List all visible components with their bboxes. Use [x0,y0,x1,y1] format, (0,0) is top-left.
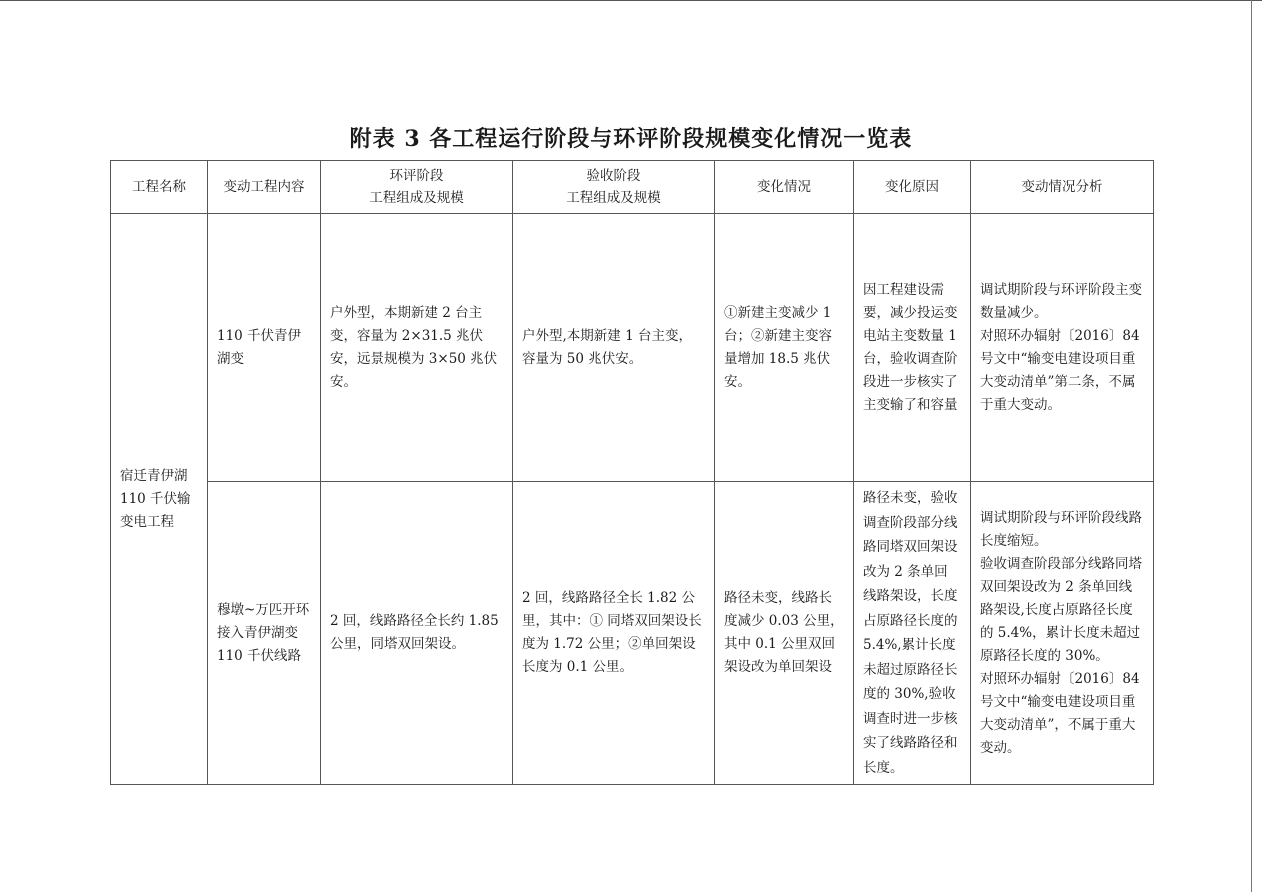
table-row [111,214,1154,482]
row2-eia: 2 回，线路路径全长约 1.85 公里，同塔双回架设。 [321,482,513,785]
header-change-reason: 变化原因 [854,161,971,214]
header-change-analysis: 变动情况分析 [971,161,1154,214]
row1-analysis [971,214,1154,482]
row1-analysis-para2: 对照环办辐射〔2016〕84 号文中“输变电建设项目重大变动清单”第二条，不属于重大变动。 [980,327,1140,413]
row1-analysis-para1: 调试期阶段与环评阶段主变数量减少。 [980,281,1142,321]
page-top-border [0,0,1262,1]
row2-analysis [971,482,1154,785]
row1-reason: 因工程建设需要，减少投运变电站主变数量 1 台，验收调查阶段进一步核实了主变输了和容量 [854,214,971,482]
row2-analysis-para1: 调试期阶段与环评阶段线路长度缩短。 [980,509,1142,549]
row1-situation: ①新建主变减少 1 台；②新建主变容量增加 18.5 兆伏安。 [715,214,854,482]
table-header-row [111,161,1154,214]
header-change-content: 变动工程内容 [208,161,321,214]
document-title: 附表 3 各工程运行阶段与环评阶段规模变化情况一览表 [349,126,913,152]
header-acceptance-stage-line1: 验收阶段 [586,168,641,184]
row1-acceptance: 户外型,本期新建 1 台主变，容量为 50 兆伏安。 [513,214,715,482]
project-name-cell: 宿迁青伊湖110 千伏输变电工程 [111,214,208,785]
header-eia-stage [321,161,513,214]
row2-acceptance: 2 回，线路路径全长 1.82 公里，其中：① 同塔双回架设长度为 1.72 公里；②单回架设长度为 0.1 公里。 [513,482,715,785]
header-eia-stage-line2: 工程组成及规模 [369,190,464,206]
row2-analysis-para2: 验收调查阶段部分线路同塔双回架设改为 2 条单回线路架设,长度占原路径长度的 5.4%，累计长度未超过原路径长度的 30%。 [980,555,1142,664]
header-project-name: 工程名称 [111,161,208,214]
row2-content: 穆墩~万匹开环接入青伊湖变 110 千伏线路 [208,482,321,785]
header-eia-stage-line1: 环评阶段 [389,168,444,184]
header-acceptance-stage [513,161,715,214]
row1-content: 110 千伏青伊湖变 [208,214,321,482]
header-acceptance-stage-line2: 工程组成及规模 [566,190,661,206]
header-change-situation: 变化情况 [715,161,854,214]
scale-change-table [110,160,1154,785]
row2-situation: 路径未变，线路长度减少 0.03 公里，其中 0.1 公里双回架设改为单回架设 [715,482,854,785]
row2-analysis-para3: 对照环办辐射〔2016〕84 号文中“输变电建设项目重大变动清单”，不属于重大变动。 [980,670,1140,756]
row1-eia: 户外型，本期新建 2 台主变，容量为 2×31.5 兆伏安，远景规模为 3×50 兆伏安。 [321,214,513,482]
table-row [111,482,1154,785]
row2-reason: 路径未变，验收调查阶段部分线路同塔双回架设改为 2 条单回线路架设，长度占原路径长度的 5.4%,累计长度未超过原路径长度的 30%,验收调查时进一步核实了线路路径和长度。 [854,482,971,785]
